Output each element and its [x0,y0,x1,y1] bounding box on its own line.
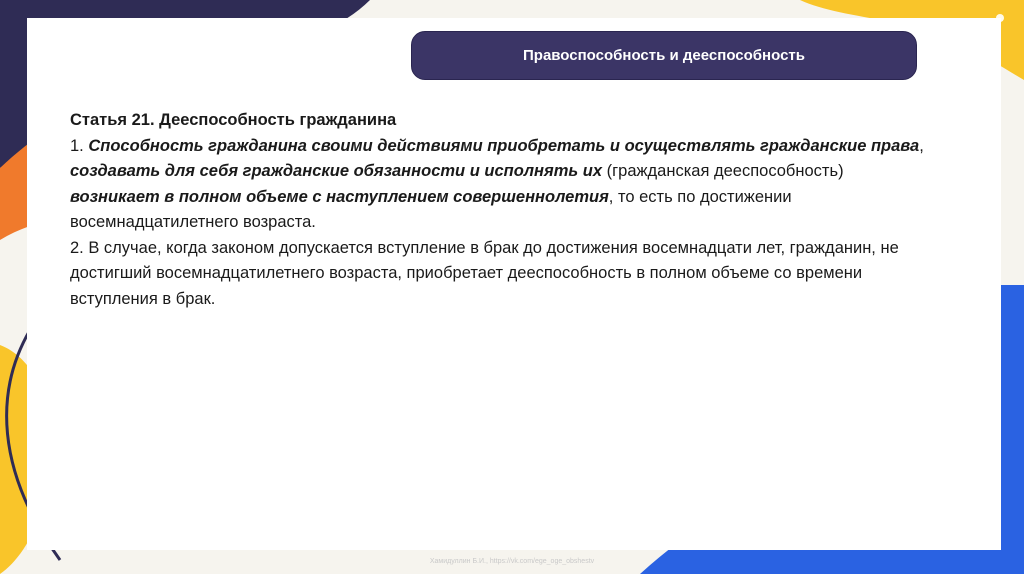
article-heading: Статья 21. Дееспособность гражданина [70,111,397,129]
slide-title [411,31,917,80]
paragraph-1 [70,134,930,236]
p1-normal-1: (гражданская дееспособность) [602,162,844,180]
p1-emphasis-3: возникает в полном объеме с наступлением совершеннолетия [70,187,609,206]
slide-title-text: Правоспособность и дееспособность [523,47,805,64]
p1-normal-2: , то есть по достижении восемнадцатилетнего возраста. [70,187,792,231]
article-content [70,108,930,312]
p1-prefix: 1. [70,136,89,155]
p1-emphasis-1: Способность гражданина своими действиями приобретать и осуществлять гражданские права [88,136,920,155]
p1-separator: , [919,136,924,155]
p1-emphasis-2: создавать для себя гражданские обязанности и исполнять их [70,162,603,180]
footer-credit: Хамидуллин Б.И., https://vk.com/ege_oge_obshestv [429,558,595,565]
paragraph-2: 2. В случае, когда законом допускается вступление в брак до достижения восемнадцати лет, гражданин, не достигший восемнадцатилетнего возраста, приобретает дееспособность в полном объеме со времени вступления в брак. [70,238,899,308]
